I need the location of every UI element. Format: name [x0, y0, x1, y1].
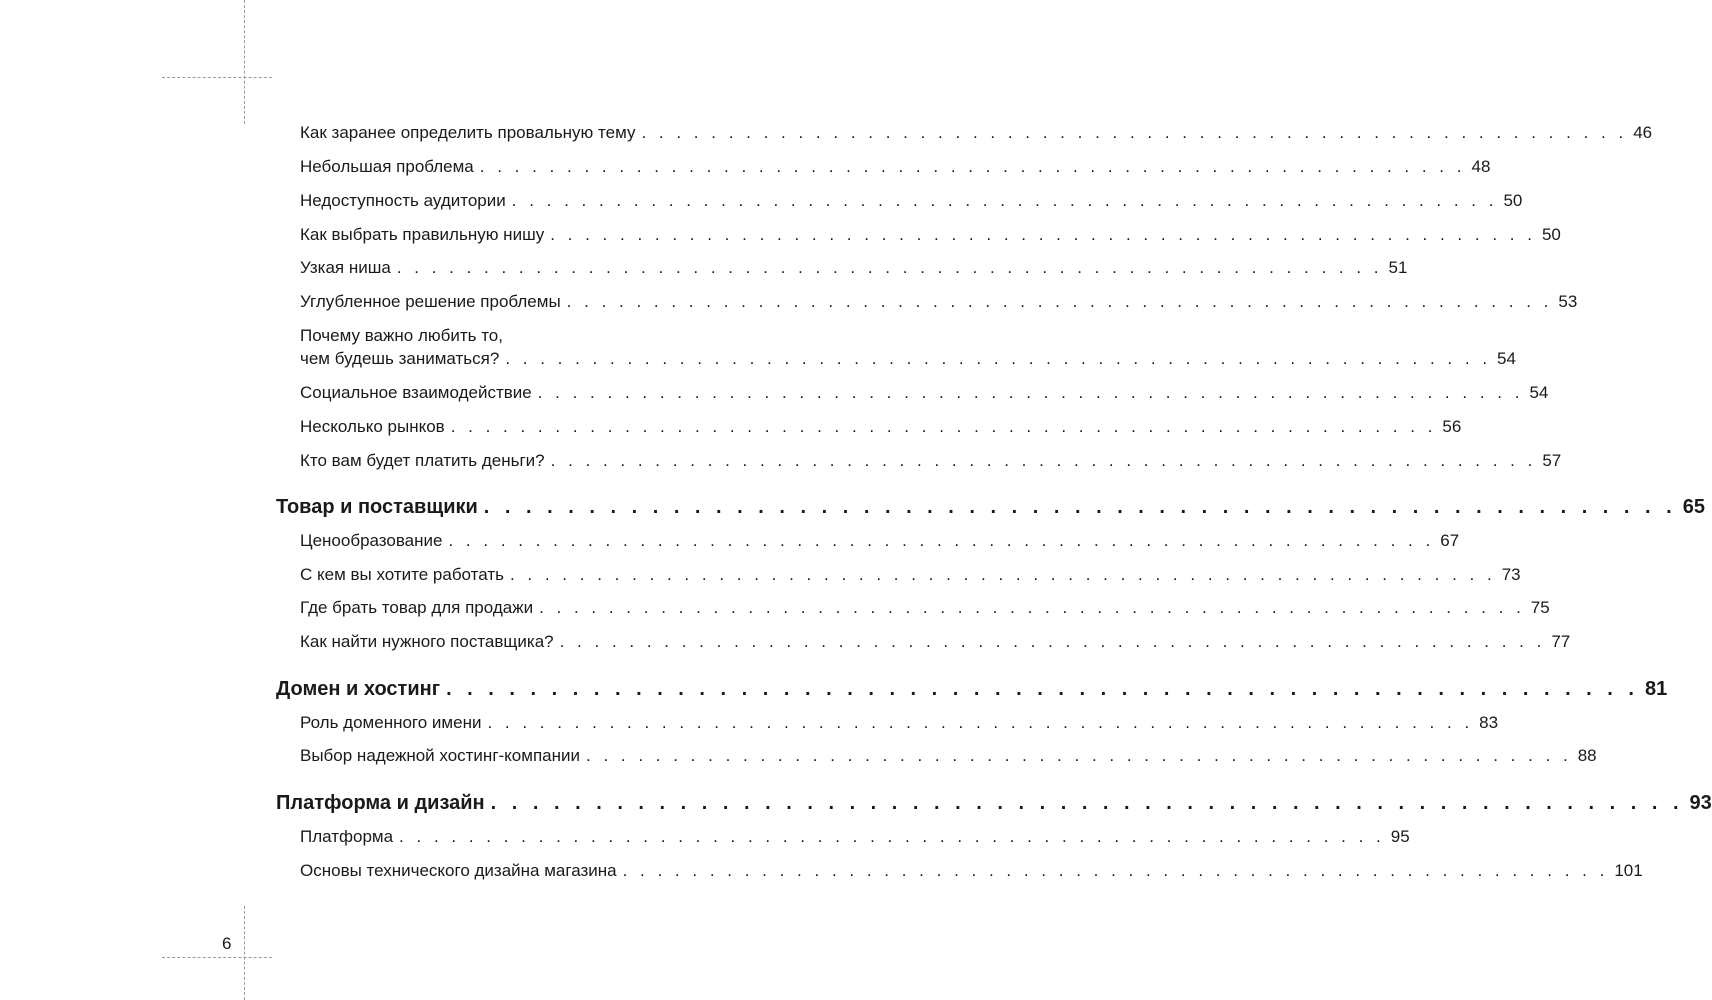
toc-section [276, 791, 1712, 815]
toc-section-title: Платформа и дизайн [276, 792, 485, 814]
toc-entry-title-line1: Почему важно любить то, [300, 326, 503, 345]
dot-leader: . . . . . . . . . . . . . . . . . . . . . . . . . . . . . . . . . . . . . . . . . . . . . . . . . . . . . . . . . [641, 123, 1628, 142]
toc-entry-title: Как найти нужного поставщика? [300, 632, 554, 651]
toc-entry-title: Роль доменного имени [300, 713, 482, 732]
toc-entry-page: 95 [1390, 827, 1410, 846]
toc-entry [300, 746, 1597, 766]
toc-entry [300, 123, 1653, 143]
toc-entry [300, 598, 1550, 618]
toc-entry [300, 225, 1561, 245]
dot-leader: . . . . . . . . . . . . . . . . . . . . . . . . . . . . . . . . . . . . . . . . . . . . . . . . . . . . . . . . . [509, 565, 1496, 584]
toc-entry-page: 57 [1542, 451, 1562, 470]
dot-leader: . . . . . . . . . . . . . . . . . . . . . . . . . . . . . . . . . . . . . . . . . . . . . . . . . . . . . . . . . [550, 451, 1537, 470]
toc-entry-title: Недоступность аудитории [300, 191, 506, 210]
toc-entry-page: 83 [1479, 713, 1499, 732]
dot-leader: . . . . . . . . . . . . . . . . . . . . . . . . . . . . . . . . . . . . . . . . . . . . . . . . . . . . . . . . . [448, 531, 1435, 550]
dot-leader: . . . . . . . . . . . . . . . . . . . . . . . . . . . . . . . . . . . . . . . . . . . . . . . . . . . . . . . . . [450, 417, 1437, 436]
toc-entry-title: Основы технического дизайна магазина [300, 861, 617, 880]
dot-leader: . . . . . . . . . . . . . . . . . . . . . . . . . . . . . . . . . . . . . . . . . . . . . . . . . . . . . . . . . [490, 792, 1684, 814]
dot-leader: . . . . . . . . . . . . . . . . . . . . . . . . . . . . . . . . . . . . . . . . . . . . . . . . . . . . . . . . . [622, 861, 1609, 880]
toc-entry [300, 827, 1410, 847]
toc-entry-title: Несколько рынков [300, 417, 445, 436]
toc-entry-page: 54 [1529, 383, 1549, 402]
toc-section-title: Домен и хостинг [276, 678, 441, 700]
toc-entry-page: 50 [1541, 225, 1561, 244]
toc-entry [300, 861, 1643, 881]
dot-leader: . . . . . . . . . . . . . . . . . . . . . . . . . . . . . . . . . . . . . . . . . . . . . . . . . . . . . . . . . [505, 349, 1492, 368]
dot-leader: . . . . . . . . . . . . . . . . . . . . . . . . . . . . . . . . . . . . . . . . . . . . . . . . . . . . . . . . . [399, 827, 1385, 846]
dot-leader: . . . . . . . . . . . . . . . . . . . . . . . . . . . . . . . . . . . . . . . . . . . . . . . . . . . . . . . . . [550, 225, 1536, 244]
toc-entry-page: 51 [1388, 258, 1408, 277]
toc-section-page: 81 [1644, 678, 1668, 700]
toc-entry-title: Как выбрать правильную нишу [300, 225, 545, 244]
toc-entry-page: 46 [1633, 123, 1653, 142]
toc-entry [300, 417, 1462, 437]
toc-entry [300, 451, 1562, 471]
dot-leader: . . . . . . . . . . . . . . . . . . . . . . . . . . . . . . . . . . . . . . . . . . . . . . . . . . . . . . . . . [559, 632, 1546, 651]
toc-entry-page: 56 [1442, 417, 1462, 436]
dot-leader: . . . . . . . . . . . . . . . . . . . . . . . . . . . . . . . . . . . . . . . . . . . . . . . . . . . . . . . . . [511, 191, 1498, 210]
toc-entry-title: Углубленное решение проблемы [300, 292, 561, 311]
toc-entry-title: Узкая ниша [300, 258, 391, 277]
dot-leader: . . . . . . . . . . . . . . . . . . . . . . . . . . . . . . . . . . . . . . . . . . . . . . . . . . . . . . . . . [483, 496, 1677, 518]
dot-leader: . . . . . . . . . . . . . . . . . . . . . . . . . . . . . . . . . . . . . . . . . . . . . . . . . . . . . . . . . [396, 258, 1383, 277]
toc-entry-page: 53 [1558, 292, 1578, 311]
toc-entry-title: Ценообразование [300, 531, 443, 550]
toc-entry-page: 67 [1440, 531, 1460, 550]
toc-entry [300, 191, 1523, 211]
toc-entry [300, 632, 1571, 652]
toc-entry-page: 48 [1471, 157, 1491, 176]
toc-section-page: 93 [1689, 792, 1712, 814]
toc-entry-page: 50 [1503, 191, 1523, 210]
dot-leader: . . . . . . . . . . . . . . . . . . . . . . . . . . . . . . . . . . . . . . . . . . . . . . . . . . . . . . . . . [537, 383, 1524, 402]
toc-entry-page: 101 [1614, 861, 1643, 880]
toc-entry-page: 54 [1497, 349, 1516, 368]
toc-entry-title: С кем вы хотите работать [300, 565, 504, 584]
toc-entry [300, 565, 1521, 585]
toc-entry-title: Как заранее определить провальную тему [300, 123, 636, 142]
toc-section-page: 65 [1682, 496, 1705, 518]
dot-leader: . . . . . . . . . . . . . . . . . . . . . . . . . . . . . . . . . . . . . . . . . . . . . . . . . . . . . . . . . [539, 598, 1525, 617]
toc-section-title: Товар и поставщики [276, 496, 478, 518]
toc-section [276, 495, 1705, 519]
toc-entry [300, 383, 1549, 403]
toc-entry [300, 292, 1578, 312]
toc-entry-title: чем будешь заниматься? [300, 349, 500, 368]
toc-entry-page: 77 [1551, 632, 1571, 651]
toc-entry [300, 531, 1460, 551]
toc-entry-title: Небольшая проблема [300, 157, 474, 176]
page-number: 6 [222, 934, 232, 953]
toc-entry-page: 75 [1530, 598, 1550, 617]
toc-entry-page: 88 [1577, 746, 1597, 765]
toc-entry-title: Выбор надежной хостинг-компании [300, 746, 580, 765]
toc-entry-title: Платформа [300, 827, 394, 846]
dot-leader: . . . . . . . . . . . . . . . . . . . . . . . . . . . . . . . . . . . . . . . . . . . . . . . . . . . . . . . . . [479, 157, 1466, 176]
toc-entry [300, 258, 1408, 278]
dot-leader: . . . . . . . . . . . . . . . . . . . . . . . . . . . . . . . . . . . . . . . . . . . . . . . . . . . . . . . . . [566, 292, 1553, 311]
toc-entry [300, 349, 1516, 369]
toc-entry-title: Где брать товар для продажи [300, 598, 534, 617]
dot-leader: . . . . . . . . . . . . . . . . . . . . . . . . . . . . . . . . . . . . . . . . . . . . . . . . . . . . . . . . . [446, 678, 1639, 700]
toc-section [276, 677, 1668, 701]
toc-entry-page: 73 [1501, 565, 1521, 584]
toc-entry-title: Кто вам будет платить деньги? [300, 451, 545, 470]
dot-leader: . . . . . . . . . . . . . . . . . . . . . . . . . . . . . . . . . . . . . . . . . . . . . . . . . . . . . . . . . [586, 746, 1572, 765]
toc-entry-title: Социальное взаимодействие [300, 383, 532, 402]
toc-entry [300, 157, 1491, 177]
toc-entry [300, 713, 1499, 733]
dot-leader: . . . . . . . . . . . . . . . . . . . . . . . . . . . . . . . . . . . . . . . . . . . . . . . . . . . . . . . . . [487, 713, 1474, 732]
